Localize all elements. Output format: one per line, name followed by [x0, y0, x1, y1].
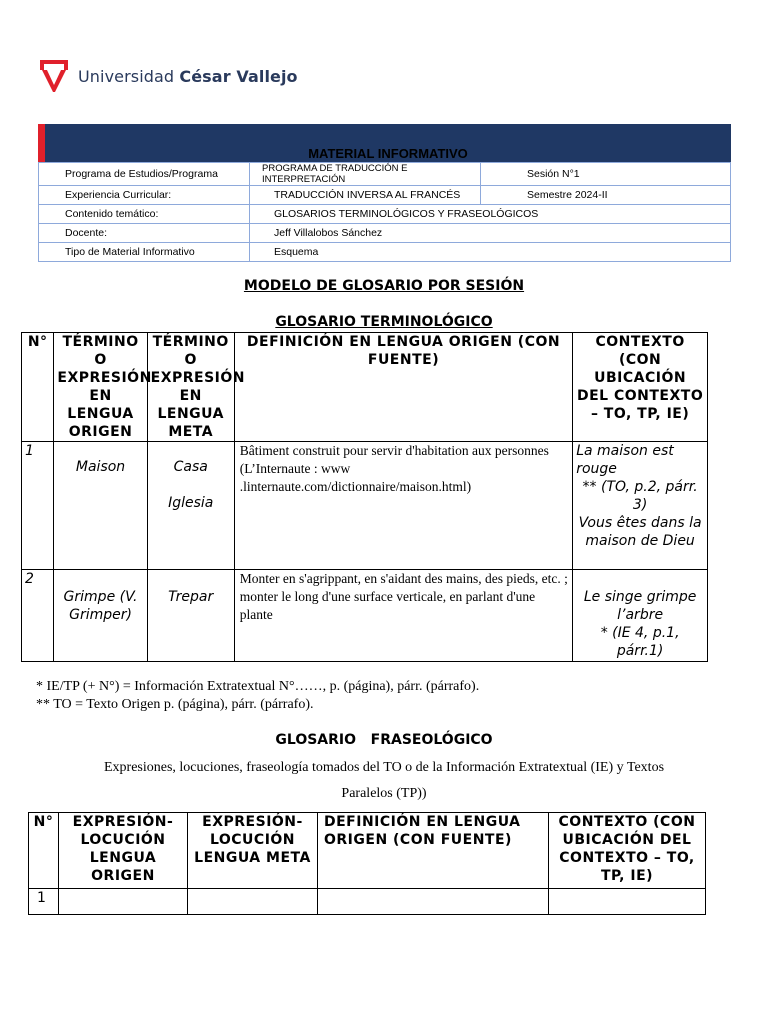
info-label: Docente: — [39, 224, 250, 243]
empty-cell[interactable] — [188, 889, 318, 915]
info-label: Experiencia Curricular: — [39, 186, 250, 205]
empty-cell[interactable] — [549, 889, 706, 915]
target-term: Trepar — [147, 570, 234, 662]
row-number: 2 — [22, 570, 54, 662]
table-row — [29, 889, 706, 915]
info-value: Jeff Villalobos Sánchez — [250, 224, 731, 243]
phraseological-description-cont: Paralelos (TP)) — [341, 786, 427, 801]
info-semester: Semestre 2024-II — [481, 186, 731, 205]
info-label: Tipo de Material Informativo — [39, 243, 250, 262]
origin-term: Maison — [54, 442, 147, 570]
context — [573, 570, 708, 662]
university-logo — [38, 58, 298, 94]
col-header-origin-expression: EXPRESIÓN-LOCUCIÓN LENGUA ORIGEN — [59, 813, 188, 889]
col-header-target-expression: EXPRESIÓN-LOCUCIÓN LENGUA META — [188, 813, 318, 889]
table-row — [22, 570, 708, 662]
context-text: Vous êtes dans la maison de Dieu — [578, 515, 702, 549]
col-header-origin-term: TÉRMINO O EXPRESIÓN EN LENGUA ORIGEN — [54, 333, 147, 442]
col-header-definition: DEFINICIÓN EN LENGUA ORIGEN (CON FUENTE) — [318, 813, 549, 889]
info-label: Programa de Estudios/Programa — [39, 163, 250, 186]
info-value: GLOSARIOS TERMINOLÓGICOS Y FRASEOLÓGICOS — [250, 205, 731, 224]
col-header-number: N° — [29, 813, 59, 889]
col-header-context: CONTEXTO (CON UBICACIÓN DEL CONTEXTO – TO, TP, IE) — [549, 813, 706, 889]
col-header-number: N° — [22, 333, 54, 442]
row-number: 1 — [22, 442, 54, 570]
info-title: MATERIAL INFORMATIVO — [308, 146, 468, 161]
note-to: ** TO = Texto Origen p. (página), párr. (párrafo). — [36, 697, 314, 712]
context-reference: ** (TO, p.2, párr. 3) — [582, 479, 698, 513]
info-label: Contenido temático: — [39, 205, 250, 224]
table-row — [39, 186, 731, 205]
table-header-row — [29, 813, 706, 889]
info-table — [38, 162, 731, 262]
university-name: Universidad César Vallejo — [78, 66, 298, 86]
phraseological-table — [28, 812, 706, 915]
note-ie-tp: * IE/TP (+ N°) = Información Extratextual N°……, p. (página), párr. (párrafo). — [36, 679, 480, 694]
col-header-context: CONTEXTO (CON UBICACIÓN DEL CONTEXTO – TO, TP, IE) — [573, 333, 708, 442]
definition: Monter en s'agrippant, en s'aidant des mains, des pieds, etc. ; monter le long d'une surface verticale, en parlant d'une plante — [234, 570, 572, 662]
definition: Bâtiment construit pour servir d'habitation aux personnes (L’Internaute : www .linternaute.com/dictionnaire/maison.html) — [234, 442, 572, 570]
target-term: Iglesia — [168, 495, 214, 511]
col-header-definition: DEFINICIÓN EN LENGUA ORIGEN (CON FUENTE) — [234, 333, 572, 442]
empty-cell[interactable] — [59, 889, 188, 915]
target-term: Casa — [173, 459, 208, 475]
table-header-row — [22, 333, 708, 442]
table-row — [39, 243, 731, 262]
context — [573, 442, 708, 570]
context-text: Le singe grimpe l’arbre — [583, 589, 697, 623]
empty-cell[interactable] — [318, 889, 549, 915]
info-table-block — [38, 124, 731, 262]
row-number: 1 — [29, 889, 59, 915]
terminological-title: GLOSARIO TERMINOLÓGICO — [275, 314, 493, 330]
table-row — [39, 224, 731, 243]
context-text: La maison est rouge — [576, 443, 674, 477]
context-reference: * (IE 4, p.1, párr.1) — [600, 625, 680, 659]
phraseological-description: Expresiones, locuciones, fraseología tomados del TO o de la Información Extratextual (IE) y Textos — [103, 760, 665, 775]
origin-term: Grimpe (V. Grimper) — [54, 570, 147, 662]
info-header-band — [38, 124, 731, 162]
target-terms — [147, 442, 234, 570]
phraseological-title: GLOSARIO FRASEOLÓGICO — [275, 732, 493, 748]
model-title: MODELO DE GLOSARIO POR SESIÓN — [243, 278, 525, 294]
info-session: Sesión N°1 — [481, 163, 731, 186]
table-row — [22, 442, 708, 570]
info-value: Esquema — [250, 243, 731, 262]
col-header-target-term: TÉRMINO O EXPRESIÓN EN LENGUA META — [147, 333, 234, 442]
table-row — [39, 205, 731, 224]
info-value: TRADUCCIÓN INVERSA AL FRANCÉS — [250, 186, 481, 205]
info-value: PROGRAMA DE TRADUCCIÓN E INTERPRETACIÓN — [250, 163, 481, 186]
table-row — [39, 163, 731, 186]
terminological-table — [21, 332, 708, 662]
shield-logo-icon — [38, 58, 70, 94]
